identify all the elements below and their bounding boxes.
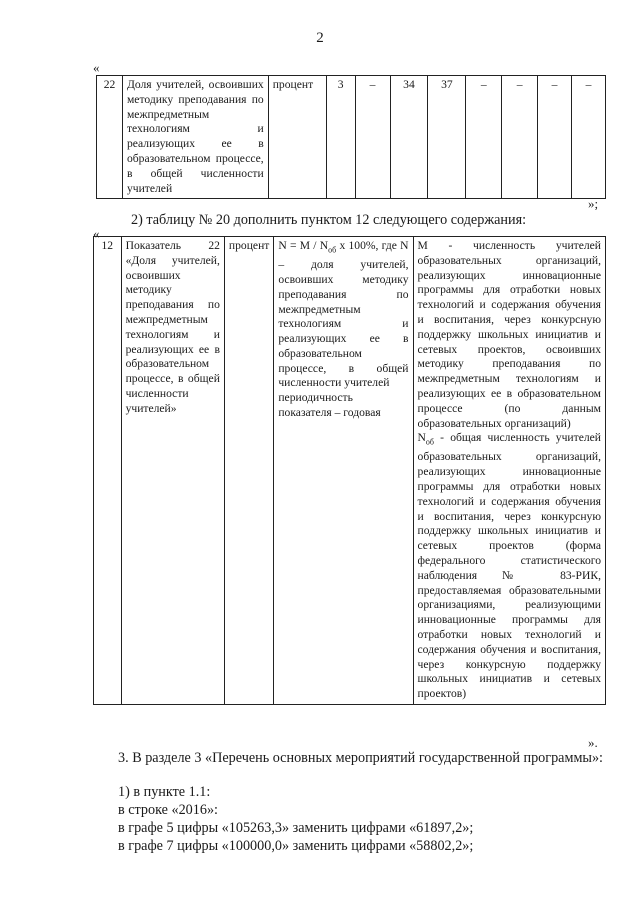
value-cell: –	[538, 76, 572, 199]
unit-cell: процент	[268, 76, 326, 199]
indicator-name: Показатель 22 «Доля учителей, освоивших методику преподавания по межпредметным технологиям и реализующих ее в образовательном процессе, в общей численности учителей»	[121, 237, 224, 705]
definition-n-subscript: об	[425, 437, 434, 447]
indicator-table-row	[96, 75, 606, 199]
table-row	[94, 237, 606, 705]
formula-subscript: об	[328, 245, 337, 255]
item2-text: 2) таблицу № 20 дополнить пунктом 12 следующего содержания:	[131, 212, 527, 228]
definitions-cell	[413, 237, 605, 705]
item1-text: 1) в пункте 1.1:	[118, 784, 211, 800]
section3-heading: 3. В разделе 3 «Перечень основных мероприятий государственной программы»:	[118, 750, 603, 766]
periodicity: периодичность показателя – годовая	[278, 391, 381, 420]
open-quote: «	[93, 60, 100, 75]
value-cell: 37	[428, 76, 466, 199]
value-cell: –	[466, 76, 502, 199]
formula-main: N = M / N	[278, 239, 329, 252]
formula-rest: x 100%, где N – доля учителей, освоивших методику преподавания по межпредметным технологиям и реализующих ее в образовательном процессе, в общей численности учителей	[278, 239, 409, 390]
table2-end-mark: ».	[588, 735, 598, 750]
definition-n-main: N	[417, 431, 426, 445]
definition-m: М - численность учителей образовательных организаций, реализующих инновационные программы для отработки новых технологий и содержания обучения и воспитания, через конкурсную поддержку школьных инициатив и сетевых проектов, освоивших методику преподавания по межпредметным технологиям и реализующих ее в образовательном процессе (по данным образовательных организаций)	[417, 239, 601, 430]
value-cell: 3	[326, 76, 355, 199]
unit-cell: процент	[224, 237, 273, 705]
graph7-text: в графе 7 цифры «100000,0» заменить цифрами «58802,2»;	[118, 838, 474, 854]
formula-cell	[274, 237, 413, 705]
value-cell: –	[502, 76, 538, 199]
definition-n-rest: - общая численность учителей образовательных организаций, реализующих инновационные программы для отработки новых технологий и содержания обучения и воспитания, через конкурсную поддержку школьных инициатив и сетевых проектов (форма федерального статистического наблюдения № 83-РИК, предоставляемая образовательными организациями, реализующими инновационные программы для отработки новых технологий и содержания обучения и воспитания, через конкурсную поддержку школьных инициатив и сетевых проектов)	[417, 431, 601, 701]
graph5-text: в графе 5 цифры «105263,3» заменить цифрами «61897,2»;	[118, 820, 474, 836]
row-2016-text: в строке «2016»:	[118, 802, 218, 818]
value-cell: –	[355, 76, 390, 199]
table20-item12	[93, 236, 606, 705]
table1-end-mark: »;	[588, 196, 599, 211]
page-number: 2	[316, 30, 324, 46]
value-cell: 34	[390, 76, 428, 199]
row-number: 22	[97, 76, 123, 199]
table-row	[97, 76, 606, 199]
indicator-name: Доля учителей, освоивших методику преподавания по межпредметным технологиям и реализующих ее в образовательном процессе, в общей численности учителей	[122, 76, 268, 199]
open-quote-2: «	[93, 226, 100, 241]
row-number: 12	[94, 237, 122, 705]
value-cell: –	[572, 76, 606, 199]
